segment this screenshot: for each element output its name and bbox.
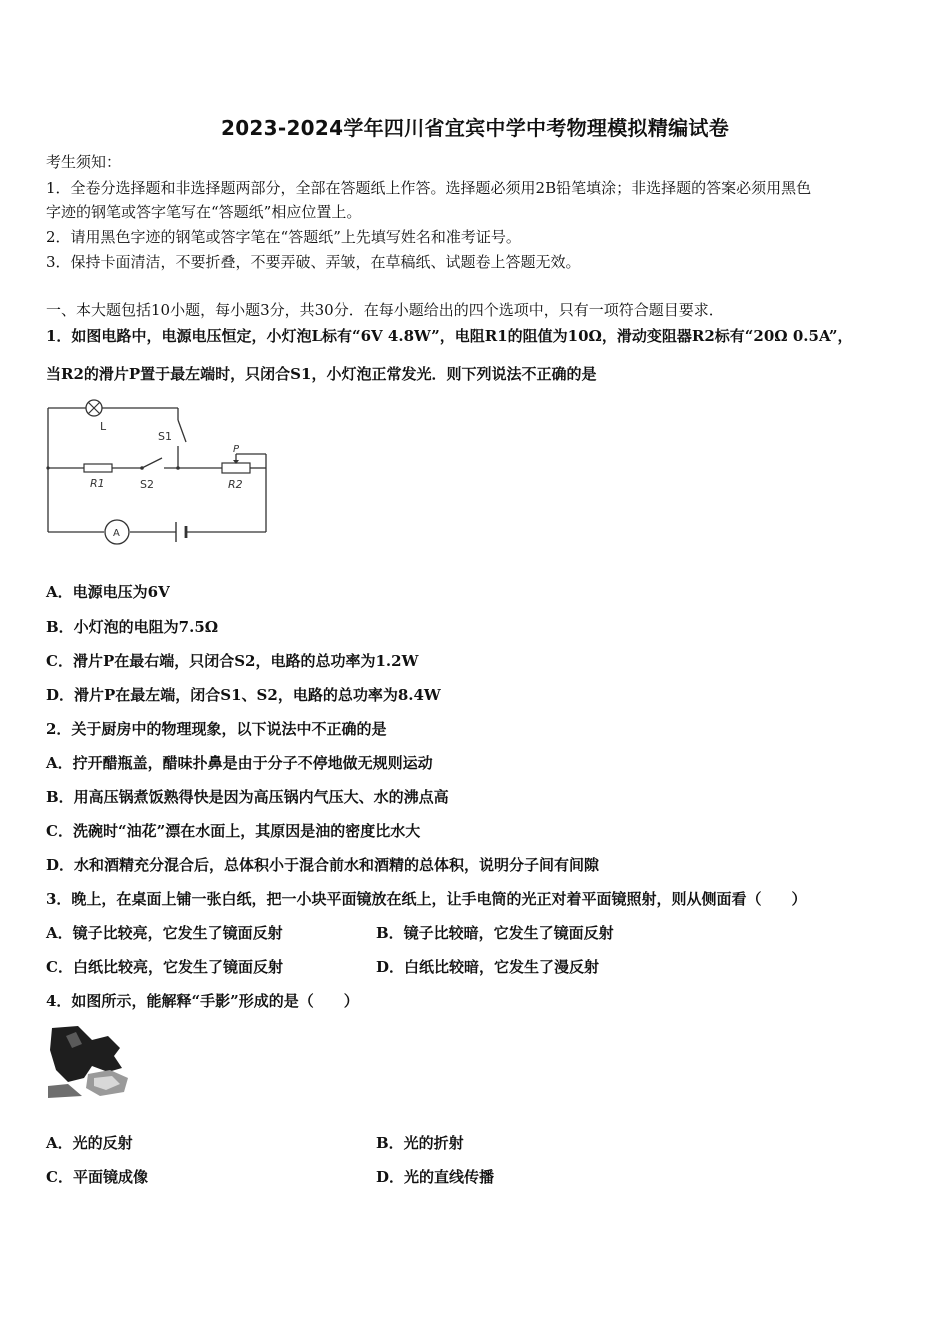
q1-option-c: C．滑片P在最右端，只闭合S2，电路的总功率为1.2W [46, 652, 419, 670]
q2-option-d: D．水和酒精充分混合后，总体积小于混合前水和酒精的总体积，说明分子间有间隙 [46, 856, 600, 874]
label-a: A [113, 528, 120, 539]
q4-option-c: C．平面镜成像 [46, 1168, 148, 1186]
section-heading: 一、本大题包括10小题，每小题3分，共30分．在每小题给出的四个选项中，只有一项符合题目要求． [46, 301, 724, 319]
notice-item: 1．全卷分选择题和非选择题两部分，全部在答题纸上作答。选择题必须用2B铅笔填涂；非选择题的答案必须用黑色 [46, 179, 812, 197]
page-title: 2023-2024学年四川省宜宾中学中考物理模拟精编试卷 [220, 116, 730, 140]
question-2-stem: 2．关于厨房中的物理现象，以下说法中不正确的是 [46, 720, 387, 738]
label-l: L [100, 420, 107, 433]
battery-symbol [176, 522, 186, 542]
resistor-r1 [84, 464, 112, 472]
question-1-stem: 当R2的滑片P置于最左端时，只闭合S1，小灯泡正常发光．则下列说法不正确的是 [46, 365, 597, 383]
label-r2: R2 [228, 478, 243, 491]
q3-option-c: C．白纸比较亮，它发生了镜面反射 [46, 958, 283, 976]
notice-item: 3．保持卡面清洁，不要折叠，不要弄破、弄皱，在草稿纸、试题卷上答题无效。 [46, 253, 581, 271]
label-s1: S1 [158, 430, 172, 443]
q3-option-b: B．镜子比较暗，它发生了镜面反射 [376, 924, 614, 942]
label-s2: S2 [140, 478, 154, 491]
q3-option-d: D．白纸比较暗，它发生了漫反射 [376, 958, 600, 976]
q1-option-b: B．小灯泡的电阻为7.5Ω [46, 618, 219, 636]
q4-option-b: B．光的折射 [376, 1134, 464, 1152]
q2-option-c: C．洗碗时“油花”漂在水面上，其原因是油的密度比水大 [46, 822, 421, 840]
question-3-stem: 3．晚上，在桌面上铺一张白纸，把一小块平面镜放在纸上，让手电筒的光正对着平面镜照射，则从侧面看（ ） [46, 890, 807, 908]
label-r1: R1 [90, 477, 105, 490]
label-p: P [233, 444, 240, 455]
question-1-stem: 1．如图电路中，电源电压恒定，小灯泡L标有“6V 4.8W”，电阻R1的阻值为10Ω，滑动变阻器R2标有“20Ω 0.5A”， [46, 327, 853, 345]
q2-option-b: B．用高压锅煮饭熟得快是因为高压锅内气压大、水的沸点高 [46, 788, 449, 806]
notice-heading: 考生须知： [46, 153, 122, 171]
rheostat-r2 [222, 463, 250, 473]
q4-option-d: D．光的直线传播 [376, 1168, 495, 1186]
hand-shadow-photo [48, 1026, 130, 1098]
q2-option-a: A．拧开醋瓶盖，醋味扑鼻是由于分子不停地做无规则运动 [46, 754, 433, 772]
notice-item: 2．请用黑色字迹的钢笔或答字笔在“答题纸”上先填写姓名和准考证号。 [46, 228, 521, 246]
question-4-stem: 4．如图所示，能解释“手影”形成的是（ ） [46, 992, 359, 1010]
notice-item: 字迹的钢笔或答字笔写在“答题纸”相应位置上。 [46, 203, 362, 221]
q1-option-d: D．滑片P在最左端，闭合S1、S2，电路的总功率为8.4W [46, 686, 441, 704]
q1-option-a: A．电源电压为6V [46, 583, 170, 601]
q3-option-a: A．镜子比较亮，它发生了镜面反射 [46, 924, 283, 942]
circuit-diagram [44, 398, 276, 548]
lamp-symbol [86, 400, 102, 416]
q4-option-a: A．光的反射 [46, 1134, 133, 1152]
